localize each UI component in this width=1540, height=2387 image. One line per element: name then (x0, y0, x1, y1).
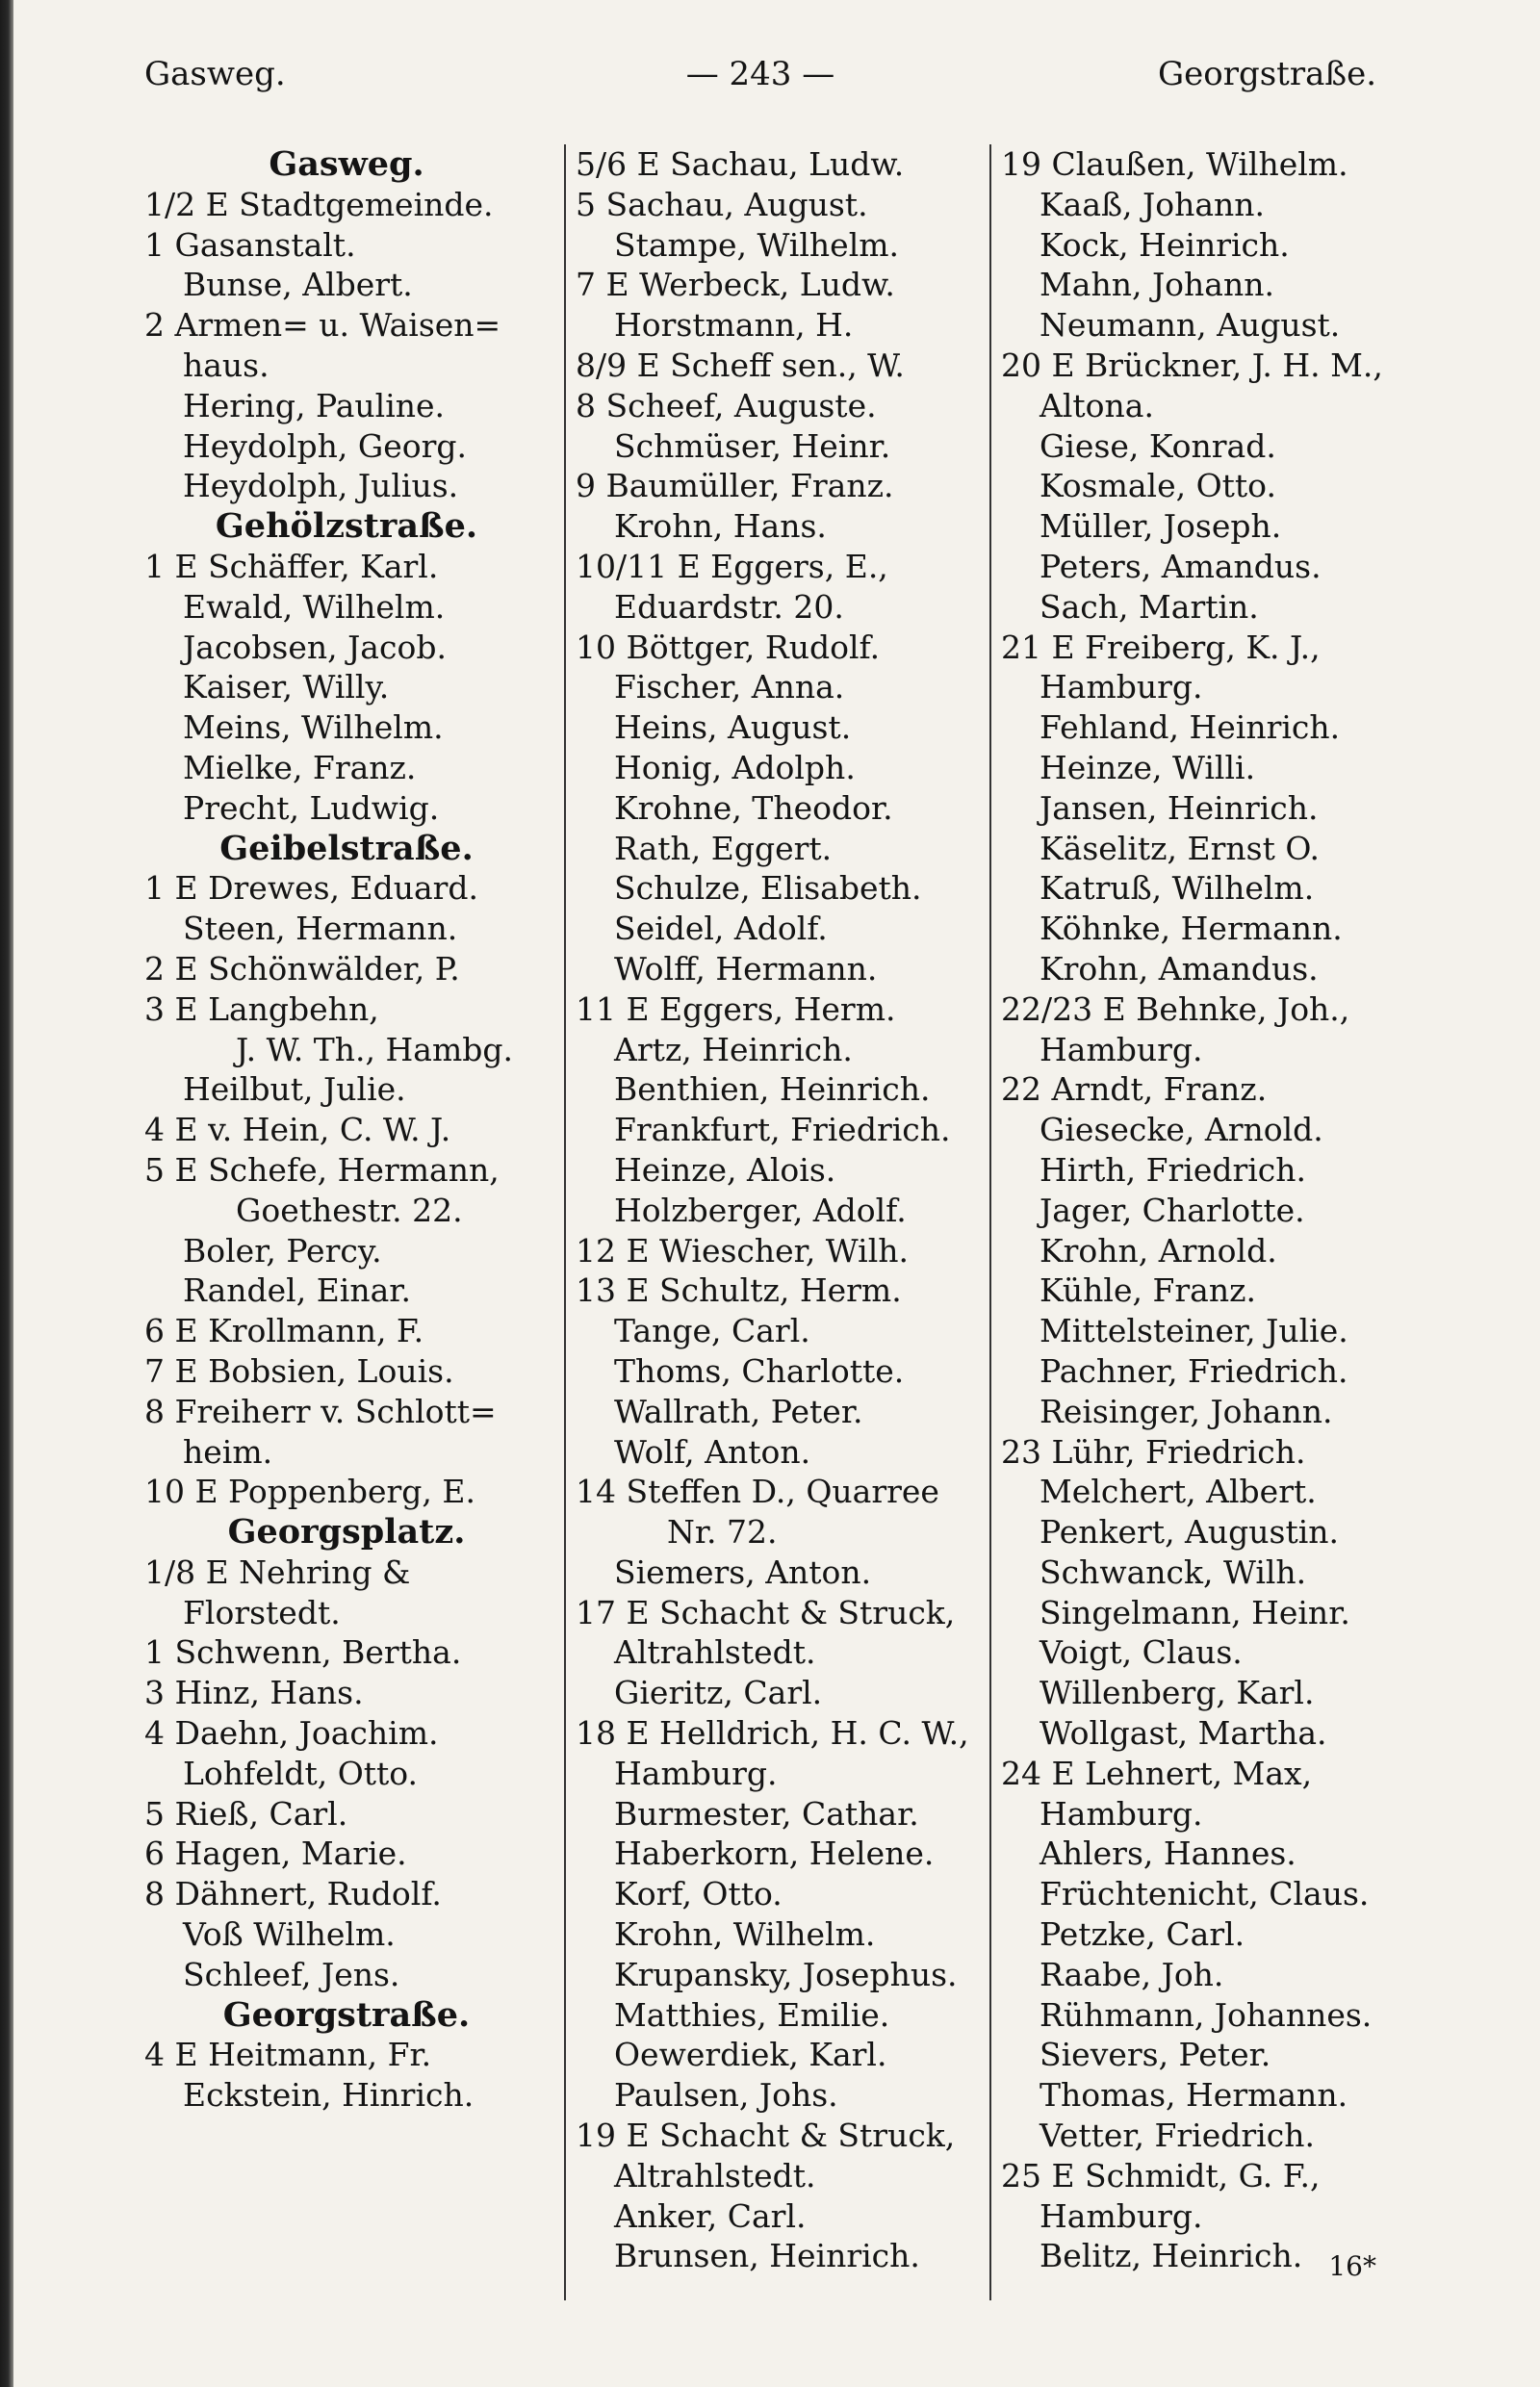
directory-entry: Pachner, Friedrich. (1040, 1351, 1348, 1390)
directory-entry: Lohfeldt, Otto. (183, 1754, 419, 1792)
page-number: — 243 — (685, 55, 835, 93)
directory-entry: Mahn, Johann. (1040, 266, 1274, 304)
directory-entry: Boler, Percy. (183, 1231, 382, 1270)
directory-entry: 4 E v. Hein, C. W. J. (144, 1111, 451, 1149)
directory-entry: Meins, Wilhelm. (183, 708, 444, 747)
directory-entry: Siemers, Anton. (614, 1553, 872, 1591)
directory-entry: Krohn, Amandus. (1040, 949, 1319, 988)
directory-entry: J. W. Th., Hambg. (236, 1030, 513, 1068)
directory-entry: Melchert, Albert. (1040, 1473, 1317, 1511)
directory-entry: Wolff, Hermann. (614, 949, 878, 988)
printer-signature-mark: 16* (1328, 2250, 1376, 2282)
directory-entry: 3 Hinz, Hans. (144, 1674, 364, 1712)
directory-entry: Krupansky, Josephus. (614, 1955, 958, 1993)
directory-entry: Köhnke, Hermann. (1040, 910, 1343, 948)
directory-entry: Hamburg. (1040, 2196, 1203, 2235)
directory-entry: Korf, Otto. (614, 1875, 783, 1913)
directory-entry: Petzke, Carl. (1040, 1915, 1245, 1954)
directory-entry: Benthien, Heinrich. (614, 1070, 931, 1109)
directory-entry: Reisinger, Johann. (1040, 1392, 1333, 1430)
directory-entry: Voß Wilhelm. (183, 1915, 396, 1954)
directory-entry: 22/23 E Behnke, Joh., (1001, 989, 1350, 1028)
street-heading: Gasweg. (269, 144, 424, 184)
directory-entry: Heins, August. (614, 708, 852, 747)
directory-entry: Ahlers, Hannes. (1040, 1835, 1296, 1873)
directory-entry: 13 E Schultz, Herm. (576, 1271, 902, 1310)
directory-entry: Rühmann, Johannes. (1040, 1995, 1373, 2034)
directory-entry: 8 Scheef, Auguste. (576, 386, 877, 424)
directory-entry: Matthies, Emilie. (614, 1995, 890, 2034)
directory-entry: 23 Lühr, Friedrich. (1001, 1432, 1306, 1471)
directory-entry: Sievers, Peter. (1040, 2036, 1271, 2074)
directory-entry: 1/8 E Nehring & (144, 1553, 411, 1591)
directory-entry: Anker, Carl. (614, 2196, 807, 2235)
directory-entry: 3 E Langbehn, (144, 989, 379, 1028)
directory-entry: Haberkorn, Helene. (614, 1835, 935, 1873)
directory-entry: Jacobsen, Jacob. (183, 628, 447, 666)
directory-entry: Frankfurt, Friedrich. (614, 1111, 951, 1149)
directory-entry: Kosmale, Otto. (1040, 467, 1276, 505)
directory-column-1 (144, 144, 549, 2291)
directory-entry: 12 E Wiescher, Wilh. (576, 1231, 910, 1270)
directory-entry: Burmester, Cathar. (614, 1794, 919, 1833)
directory-entry: Früchtenicht, Claus. (1040, 1875, 1370, 1913)
street-heading: Gehölzstraße. (215, 506, 478, 547)
column-divider (989, 144, 991, 2300)
header-right-running-title: Georgstraße. (1157, 55, 1376, 93)
directory-entry: Fischer, Anna. (614, 668, 845, 706)
directory-column-3 (1001, 144, 1405, 2291)
directory-entry: Hamburg. (1040, 1030, 1203, 1068)
directory-entry: 21 E Freiberg, K. J., (1001, 628, 1321, 666)
directory-entry: Goethestr. 22. (236, 1191, 463, 1229)
directory-entry: 8 Dähnert, Rudolf. (144, 1875, 442, 1913)
directory-entry: Rath, Eggert. (614, 829, 833, 867)
directory-entry: Precht, Ludwig. (183, 788, 440, 827)
directory-entry: Stampe, Wilhelm. (614, 225, 900, 264)
directory-entry: Wolf, Anton. (614, 1432, 811, 1471)
directory-entry: 6 Hagen, Marie. (144, 1835, 407, 1873)
directory-entry: Altona. (1040, 386, 1154, 424)
directory-entry: 17 E Schacht & Struck, (576, 1593, 956, 1631)
directory-entry: Hamburg. (614, 1754, 778, 1792)
directory-entry: Giese, Konrad. (1040, 426, 1276, 465)
directory-entry: Mielke, Franz. (183, 748, 417, 786)
directory-entry: Holzberger, Adolf. (614, 1191, 907, 1229)
directory-entry: Kaiser, Willy. (183, 668, 390, 706)
directory-entry: 8/9 E Scheff sen., W. (576, 346, 905, 384)
directory-entry: Tange, Carl. (614, 1312, 810, 1350)
directory-entry: Wallrath, Peter. (614, 1392, 863, 1430)
directory-entry: 24 E Lehnert, Max, (1001, 1754, 1313, 1792)
directory-entry: Horstmann, H. (614, 306, 854, 345)
directory-entry: 18 E Helldrich, H. C. W., (576, 1714, 969, 1753)
directory-entry: Schleef, Jens. (183, 1955, 400, 1993)
directory-entry: 5/6 E Sachau, Ludw. (576, 145, 905, 183)
directory-entry: Krohne, Theodor. (614, 788, 893, 827)
directory-entry: Heinze, Willi. (1040, 748, 1256, 786)
directory-entry: Müller, Joseph. (1040, 507, 1282, 546)
directory-entry: 5 E Schefe, Hermann, (144, 1150, 500, 1189)
directory-entry: Honig, Adolph. (614, 748, 856, 786)
directory-entry: 7 E Werbeck, Ludw. (576, 266, 895, 304)
directory-entry: 1 Schwenn, Bertha. (144, 1633, 462, 1672)
directory-entry: Penkert, Augustin. (1040, 1513, 1340, 1552)
directory-entry: Eduardstr. 20. (614, 587, 844, 626)
directory-entry: Heilbut, Julie. (183, 1070, 406, 1109)
directory-entry: 1 Gasanstalt. (144, 225, 356, 264)
directory-entry: 10 Böttger, Rudolf. (576, 628, 881, 666)
directory-entry: Florstedt. (183, 1593, 341, 1631)
directory-entry: Hering, Pauline. (183, 386, 446, 424)
directory-column-2 (576, 144, 978, 2291)
directory-entry: Ewald, Wilhelm. (183, 587, 446, 626)
directory-entry: Giesecke, Arnold. (1040, 1111, 1323, 1149)
directory-entry: Heydolph, Georg. (183, 426, 468, 465)
directory-entry: 8 Freiherr v. Schlott= (144, 1392, 497, 1430)
directory-entry: 19 E Schacht & Struck, (576, 2117, 956, 2155)
directory-entry: Altrahlstedt. (614, 2156, 816, 2194)
directory-entry: Thoms, Charlotte. (614, 1351, 905, 1390)
directory-entry: Sach, Martin. (1040, 587, 1259, 626)
directory-entry: Steen, Hermann. (183, 910, 458, 948)
directory-entry: Schmüser, Heinr. (614, 426, 891, 465)
directory-entry: Bunse, Albert. (183, 266, 413, 304)
directory-entry: Katruß, Wilhelm. (1040, 869, 1315, 908)
directory-entry: 7 E Bobsien, Louis. (144, 1351, 454, 1390)
directory-entry: Seidel, Adolf. (614, 910, 828, 948)
street-heading: Georgsplatz. (227, 1512, 466, 1553)
directory-entry: Peters, Amandus. (1040, 547, 1322, 585)
directory-entry: 1/2 E Stadtgemeinde. (144, 185, 494, 223)
directory-entry: Schwanck, Wilh. (1040, 1553, 1307, 1591)
directory-entry: heim. (183, 1432, 273, 1471)
header-left-running-title: Gasweg. (144, 55, 286, 93)
directory-entry: 20 E Brückner, J. H. M., (1001, 346, 1383, 384)
directory-entry: Jansen, Heinrich. (1040, 788, 1319, 827)
directory-entry: 10/11 E Eggers, E., (576, 547, 888, 585)
directory-entry: 22 Arndt, Franz. (1001, 1070, 1268, 1109)
directory-entry: Altrahlstedt. (614, 1633, 816, 1672)
directory-entry: Heinze, Alois. (614, 1150, 836, 1189)
directory-entry: 4 E Heitmann, Fr. (144, 2036, 432, 2074)
directory-entry: Kühle, Franz. (1040, 1271, 1256, 1310)
directory-entry: Oewerdiek, Karl. (614, 2036, 887, 2074)
directory-entry: Neumann, August. (1040, 306, 1341, 345)
directory-entry: Wollgast, Martha. (1040, 1714, 1327, 1753)
directory-entry: 11 E Eggers, Herm. (576, 989, 896, 1028)
directory-entry: 6 E Krollmann, F. (144, 1312, 424, 1350)
directory-entry: 19 Claußen, Wilhelm. (1001, 145, 1348, 183)
directory-entry: Käselitz, Ernst O. (1040, 829, 1320, 867)
directory-entry: Fehland, Heinrich. (1040, 708, 1341, 747)
directory-entry: 5 Rieß, Carl. (144, 1794, 348, 1833)
directory-entry: Krohn, Wilhelm. (614, 1915, 876, 1954)
directory-entry: 9 Baumüller, Franz. (576, 467, 894, 505)
column-divider (564, 144, 566, 2300)
directory-entry: 2 E Schönwälder, P. (144, 949, 460, 988)
directory-entry: Eckstein, Hinrich. (183, 2076, 475, 2115)
directory-entry: Brunsen, Heinrich. (614, 2237, 920, 2275)
directory-entry: Singelmann, Heinr. (1040, 1593, 1350, 1631)
directory-entry: 2 Armen= u. Waisen= (144, 306, 501, 345)
directory-entry: 1 E Schäffer, Karl. (144, 547, 439, 585)
directory-entry: Gieritz, Carl. (614, 1674, 823, 1712)
directory-entry: 1 E Drewes, Eduard. (144, 869, 479, 908)
directory-entry: Paulsen, Johs. (614, 2076, 838, 2115)
directory-entry: Voigt, Claus. (1040, 1633, 1243, 1672)
directory-entry: 25 E Schmidt, G. F., (1001, 2156, 1321, 2194)
directory-entry: Kock, Heinrich. (1040, 225, 1290, 264)
directory-entry: Heydolph, Julius. (183, 467, 459, 505)
directory-entry: Vetter, Friedrich. (1040, 2117, 1315, 2155)
directory-entry: 10 E Poppenberg, E. (144, 1473, 475, 1511)
directory-entry: Mittelsteiner, Julie. (1040, 1312, 1348, 1350)
directory-entry: Raabe, Joh. (1040, 1955, 1224, 1993)
directory-entry: Willenberg, Karl. (1040, 1674, 1315, 1712)
street-heading: Geibelstraße. (219, 828, 474, 868)
directory-entry: 4 Daehn, Joachim. (144, 1714, 439, 1753)
directory-entry: Hamburg. (1040, 668, 1203, 706)
directory-entry: Hirth, Friedrich. (1040, 1150, 1307, 1189)
directory-entry: Nr. 72. (667, 1513, 778, 1552)
directory-entry: Jager, Charlotte. (1040, 1191, 1305, 1229)
directory-entry: Thomas, Hermann. (1040, 2076, 1348, 2115)
street-heading: Georgstraße. (222, 1994, 471, 2035)
directory-entry: 5 Sachau, August. (576, 185, 868, 223)
directory-entry: Krohn, Arnold. (1040, 1231, 1277, 1270)
directory-entry: 14 Steffen D., Quarree (576, 1473, 939, 1511)
directory-entry: Artz, Heinrich. (614, 1030, 853, 1068)
directory-entry: Schulze, Elisabeth. (614, 869, 922, 908)
directory-entry: haus. (183, 346, 270, 384)
directory-entry: Belitz, Heinrich. (1040, 2237, 1303, 2275)
page-binding-edge (0, 0, 13, 2387)
directory-entry: Kaaß, Johann. (1040, 185, 1266, 223)
directory-entry: Krohn, Hans. (614, 507, 827, 546)
directory-entry: Hamburg. (1040, 1794, 1203, 1833)
directory-entry: Randel, Einar. (183, 1271, 411, 1310)
page-header (144, 50, 1376, 98)
